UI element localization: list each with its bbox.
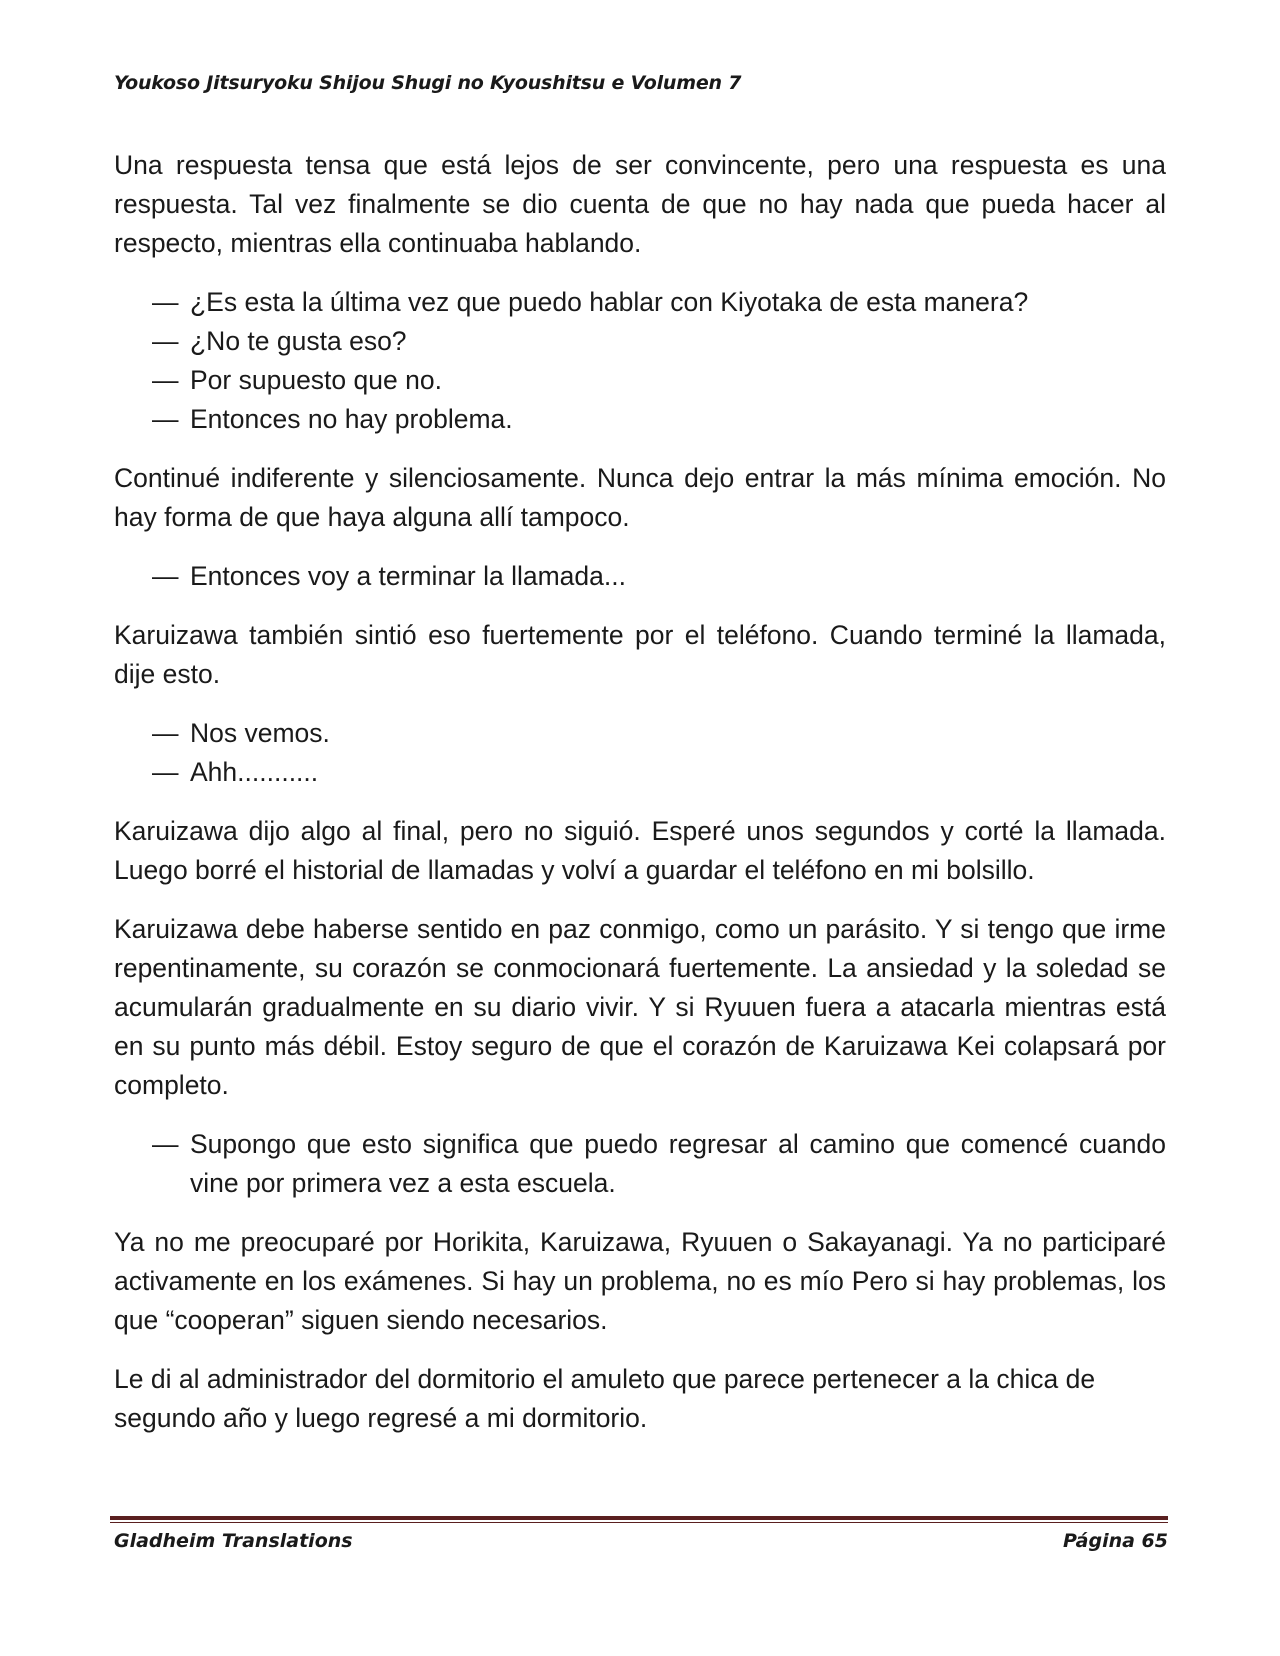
paragraph: Ya no me preocuparé por Horikita, Karuizawa, Ryuuen o Sakayanagi. Ya no participaré activamente en los exámenes. Si hay un problema, no es mío Pero si hay problemas, los que “cooperan” siguen siendo necesarios. [114, 1227, 1166, 1335]
footer-page-number: Página 65 [1062, 1530, 1168, 1552]
dialog-line [114, 283, 1166, 322]
dialog-dash: — [152, 757, 179, 787]
dialog-line [114, 1125, 1166, 1203]
dialog-dash: — [152, 326, 179, 356]
paragraph: Le di al administrador del dormitorio el amuleto que parece pertenecer a la chica de segundo año y luego regresé a mi dormitorio. [114, 1364, 1096, 1433]
dialog-dash: — [152, 1129, 179, 1159]
dialog-dash: — [152, 561, 179, 591]
page-header-title: Youkoso Jitsuryoku Shijou Shugi no Kyoushitsu e Volumen 7 [114, 72, 742, 94]
page-body [114, 146, 1166, 1458]
dialog-block [114, 1125, 1166, 1203]
dialog-text: Supongo que esto significa que puedo regresar al camino que comencé cuando vine por primera vez a esta escuela. [190, 1129, 1166, 1198]
dialog-text: Entonces voy a terminar la llamada... [190, 561, 626, 591]
dialog-dash: — [152, 287, 179, 317]
paragraph: Continué indiferente y silenciosamente. Nunca dejo entrar la más mínima emoción. No hay forma de que haya alguna allí tampoco. [114, 463, 1166, 532]
dialog-line [114, 714, 1166, 753]
dialog-line [114, 557, 1166, 596]
dialog-dash: — [152, 365, 179, 395]
dialog-text: ¿Es esta la última vez que puedo hablar con Kiyotaka de esta manera? [190, 287, 1029, 317]
dialog-dash: — [152, 718, 179, 748]
dialog-text: Entonces no hay problema. [190, 404, 513, 434]
paragraph: Karuizawa dijo algo al final, pero no siguió. Esperé unos segundos y corté la llamada. Luego borré el historial de llamadas y volví a guardar el teléfono en mi bolsillo. [114, 816, 1166, 885]
dialog-block [114, 283, 1166, 439]
dialog-text: Ahh........... [190, 757, 319, 787]
dialog-line [114, 400, 1166, 439]
footer-rule-thin [110, 1522, 1168, 1523]
dialog-text: Por supuesto que no. [190, 365, 442, 395]
dialog-line [114, 753, 1166, 792]
footer-rule [110, 1516, 1168, 1520]
dialog-text: Nos vemos. [190, 718, 330, 748]
dialog-line [114, 361, 1166, 400]
paragraph: Una respuesta tensa que está lejos de ser convincente, pero una respuesta es una respuesta. Tal vez finalmente se dio cuenta de que no hay nada que pueda hacer al respecto, mientras ella continuaba hablando. [114, 150, 1166, 258]
dialog-block [114, 557, 1166, 596]
paragraph: Karuizawa debe haberse sentido en paz conmigo, como un parásito. Y si tengo que irme repentinamente, su corazón se conmocionará fuertemente. La ansiedad y la soledad se acumularán gradualmente en su diario vivir. Y si Ryuuen fuera a atacarla mientras está en su punto más débil. Estoy seguro de que el corazón de Karuizawa Kei colapsará por completo. [114, 914, 1166, 1100]
paragraph: Karuizawa también sintió eso fuertemente por el teléfono. Cuando terminé la llamada, dije esto. [114, 620, 1166, 689]
dialog-block [114, 714, 1166, 792]
dialog-text: ¿No te gusta eso? [190, 326, 407, 356]
footer-translator: Gladheim Translations [114, 1530, 353, 1552]
dialog-line [114, 322, 1166, 361]
dialog-dash: — [152, 404, 179, 434]
